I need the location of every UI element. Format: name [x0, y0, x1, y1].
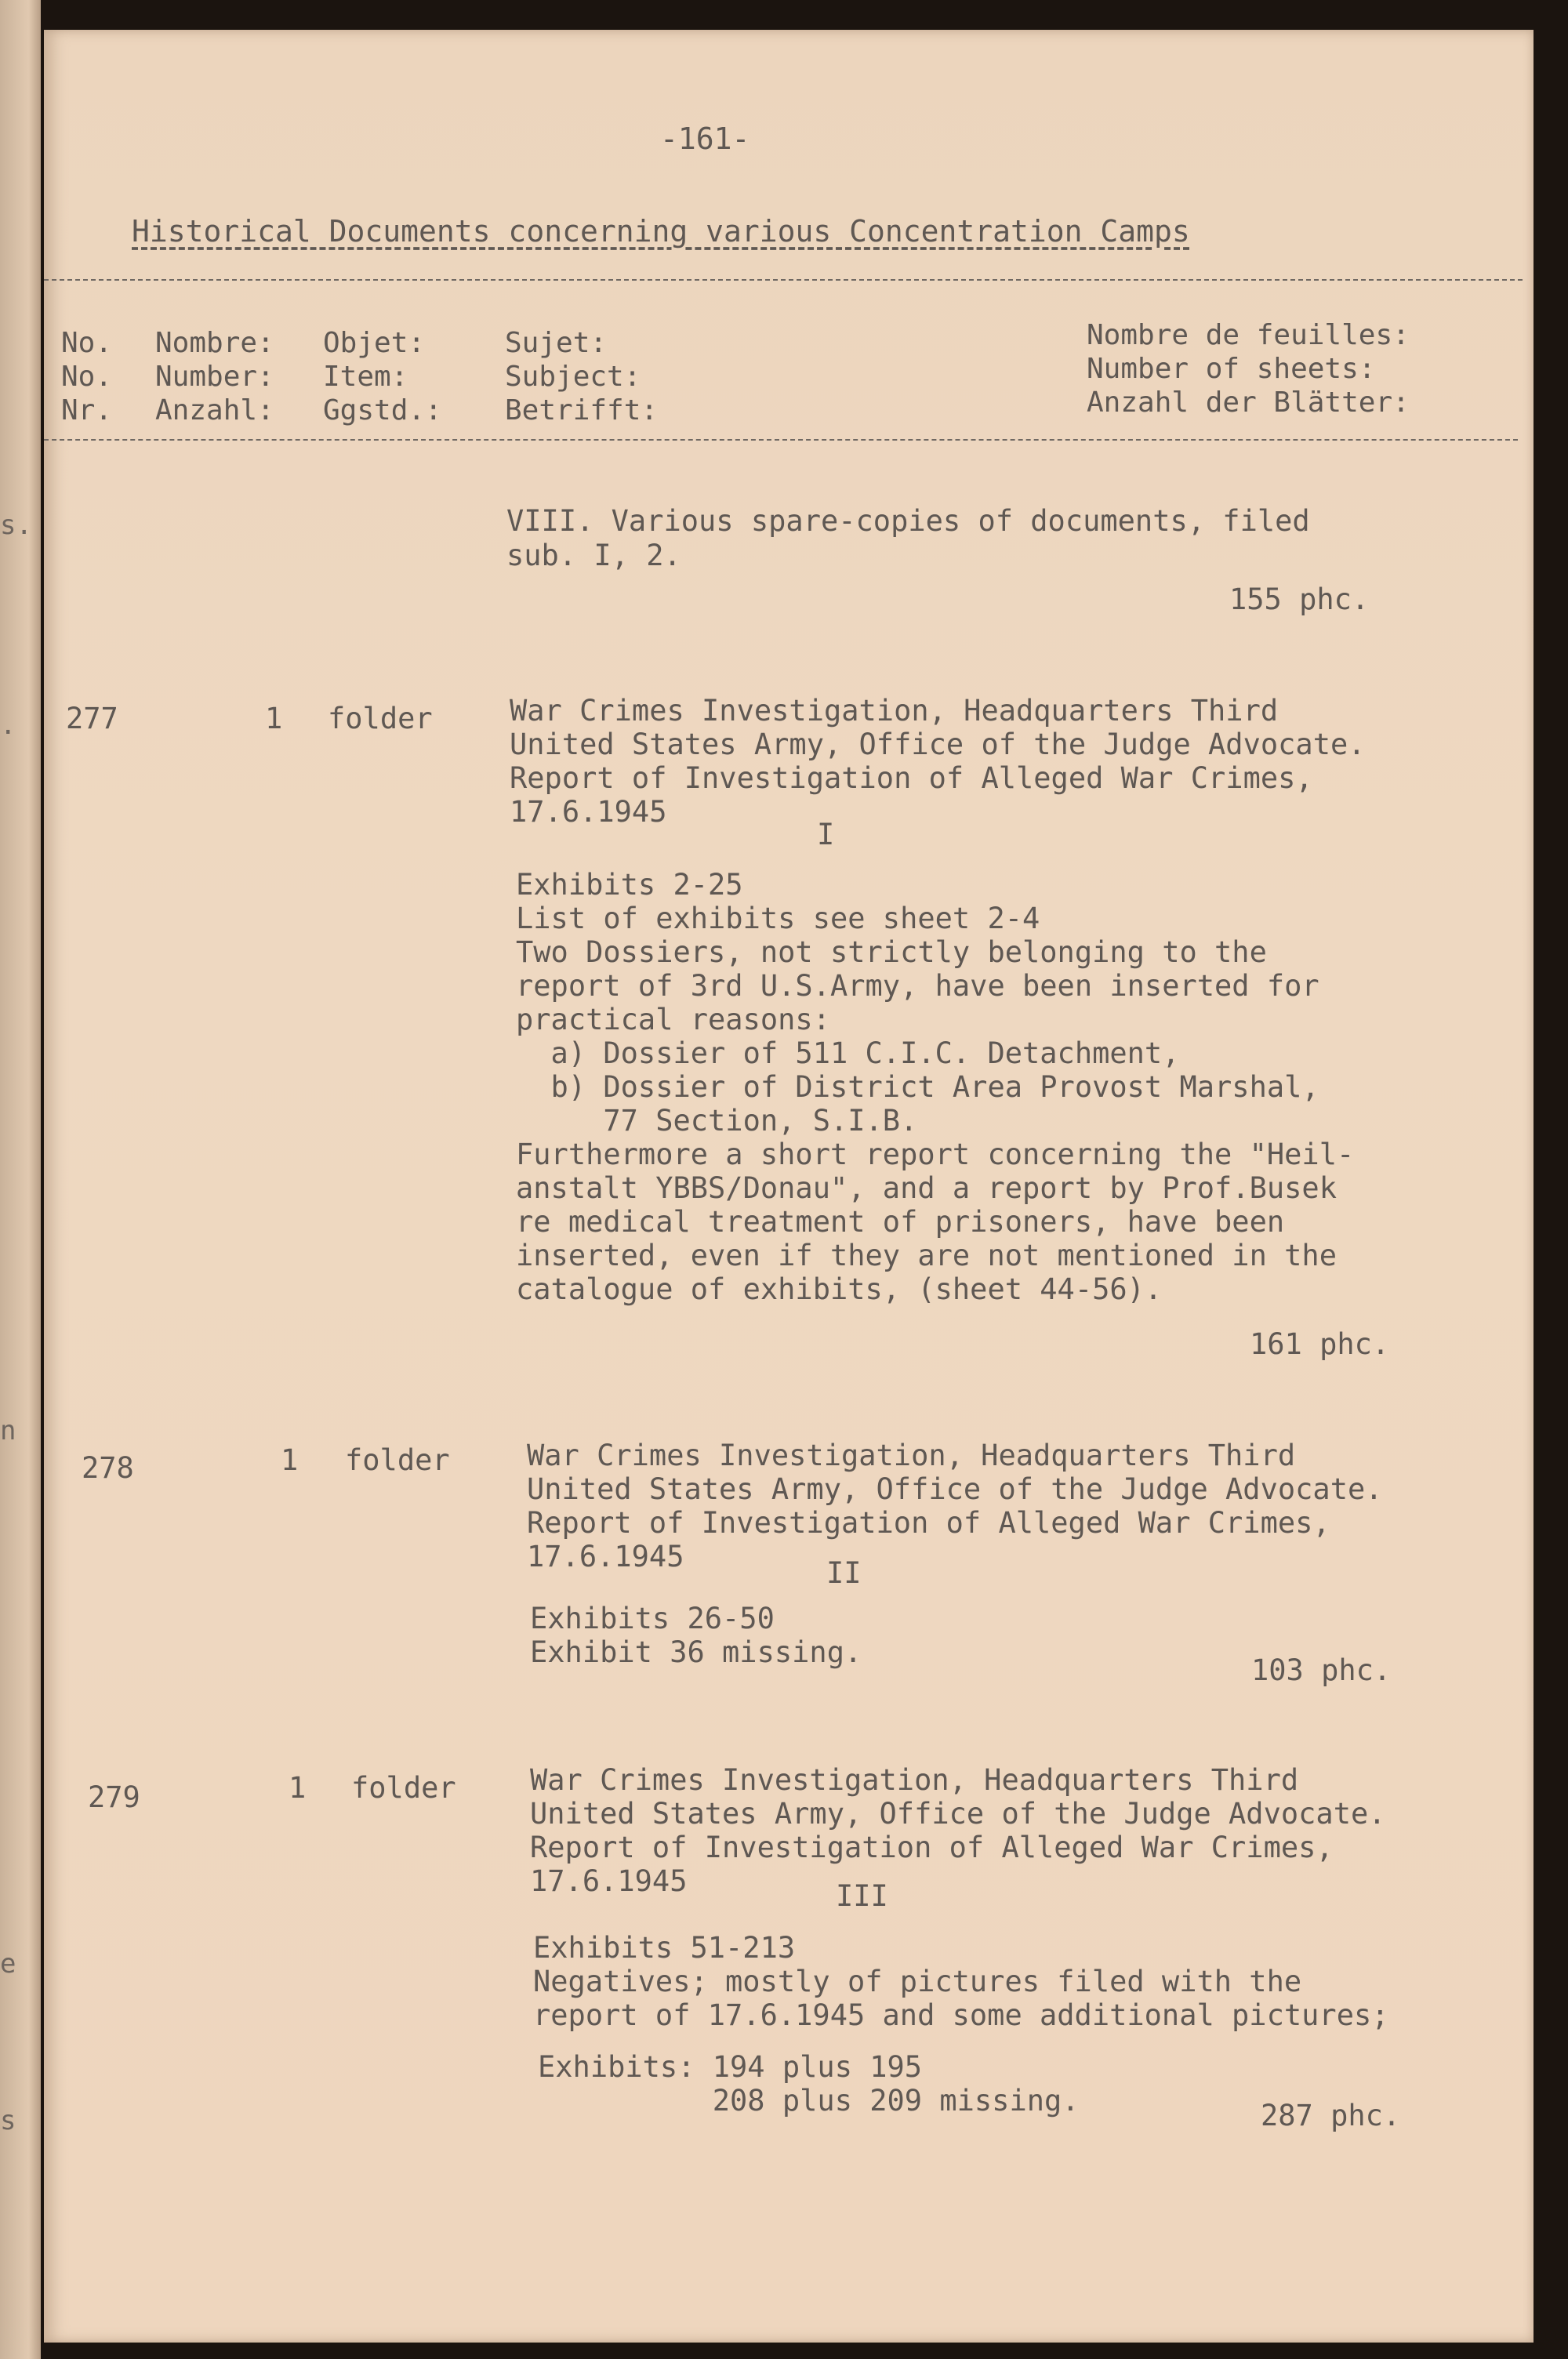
entry-count: 1 — [281, 1443, 299, 1477]
header-item: Ggstd.: — [323, 394, 442, 426]
entry-detail: Two Dossiers, not strictly belonging to the — [516, 935, 1267, 969]
entry-line: Report of Investigation of Alleged War Crimes, — [527, 1506, 1330, 1540]
header-bottom-rule — [44, 439, 1518, 441]
document-page — [44, 30, 1534, 2343]
header-subject: Subject: — [505, 361, 641, 393]
entry-detail: catalogue of exhibits, (sheet 44-56). — [516, 1272, 1163, 1306]
header-no: No. — [61, 361, 113, 393]
entry-detail: Negatives; mostly of pictures filed with the — [533, 1965, 1302, 1998]
entry-sheet-count: 161 phc. — [1250, 1327, 1390, 1361]
header-subject: Sujet: — [505, 327, 608, 359]
entry-detail: 77 Section, S.I.B. — [516, 1104, 918, 1138]
entry-item: folder — [328, 702, 433, 735]
entry-line: War Crimes Investigation, Headquarters Third — [527, 1439, 1296, 1472]
header-item: Objet: — [323, 327, 426, 359]
entry-sheet-count: 155 phc. — [1229, 582, 1370, 616]
entry-detail: Exhibits 26-50 — [530, 1602, 775, 1635]
entry-detail: b) Dossier of District Area Provost Marshal, — [516, 1070, 1319, 1104]
entry-line: Report of Investigation of Alleged War Crimes, — [510, 761, 1313, 795]
entry-sheet-count: 103 phc. — [1251, 1653, 1392, 1687]
header-number: Anzahl: — [155, 394, 274, 426]
entry-volume: III — [836, 1879, 888, 1913]
previous-page-edge — [0, 0, 41, 2359]
entry-line: United States Army, Office of the Judge Advocate. — [510, 728, 1366, 761]
entry-count: 1 — [289, 1771, 307, 1805]
header-number: Number: — [155, 361, 274, 393]
entry-detail: Exhibit 36 missing. — [530, 1635, 862, 1669]
header-number: Nombre: — [155, 327, 274, 359]
header-top-rule — [44, 279, 1523, 281]
margin-fragment: s. — [0, 510, 32, 541]
header-sheets: Nombre de feuilles: — [1087, 319, 1410, 351]
entry-count: 1 — [265, 702, 283, 735]
entry-detail: Furthermore a short report concerning the "Heil- — [516, 1138, 1355, 1171]
entry-detail: Exhibits 51-213 — [533, 1931, 796, 1965]
entry-line: 17.6.1945 — [530, 1864, 688, 1898]
header-sheets: Number of sheets: — [1087, 353, 1376, 385]
entry-detail: a) Dossier of 511 C.I.C. Detachment, — [516, 1036, 1180, 1070]
entry-line: War Crimes Investigation, Headquarters Third — [530, 1763, 1299, 1797]
entry-item: folder — [345, 1443, 450, 1477]
entry-sheet-count: 287 phc. — [1261, 2099, 1401, 2132]
margin-fragment: n — [0, 1415, 16, 1446]
header-no: No. — [61, 327, 113, 359]
entry-line: United States Army, Office of the Judge Advocate. — [530, 1797, 1386, 1831]
entry-detail: anstalt YBBS/Donau", and a report by Prof.Busek — [516, 1171, 1337, 1205]
entry-number: 278 — [82, 1451, 134, 1485]
margin-fragment: s — [0, 2105, 16, 2136]
entry-line: 17.6.1945 — [527, 1540, 684, 1573]
header-item: Item: — [323, 361, 408, 393]
margin-fragment: e — [0, 1948, 16, 1980]
entry-number: 279 — [88, 1780, 140, 1814]
entry-detail: practical reasons: — [516, 1003, 830, 1036]
entry-detail: inserted, even if they are not mentioned in the — [516, 1239, 1337, 1272]
entry-detail: report of 3rd U.S.Army, have been inserted for — [516, 969, 1319, 1003]
entry-line: Report of Investigation of Alleged War Crimes, — [530, 1831, 1334, 1864]
entry-line: United States Army, Office of the Judge Advocate. — [527, 1472, 1383, 1506]
document-title: Historical Documents concerning various Concentration Camps — [132, 214, 1190, 249]
entry-missing: Exhibits: 194 plus 195 — [538, 2050, 923, 2084]
entry-volume: II — [826, 1556, 862, 1590]
entry-detail: Exhibits 2-25 — [516, 868, 743, 902]
entry-detail: re medical treatment of prisoners, have been — [516, 1205, 1285, 1239]
entry-detail: report of 17.6.1945 and some additional pictures; — [533, 1998, 1389, 2032]
entry-line: VIII. Various spare-copies of documents, filed — [506, 504, 1310, 538]
header-subject: Betrifft: — [505, 394, 659, 426]
entry-item: folder — [351, 1771, 456, 1805]
entry-line: War Crimes Investigation, Headquarters Third — [510, 694, 1279, 728]
entry-volume: I — [817, 818, 835, 851]
page-number: -161- — [660, 122, 750, 156]
entry-detail: List of exhibits see sheet 2-4 — [516, 902, 1040, 935]
header-no: Nr. — [61, 394, 113, 426]
entry-line: sub. I, 2. — [506, 539, 681, 572]
header-sheets: Anzahl der Blätter: — [1087, 387, 1410, 419]
entry-missing: 208 plus 209 missing. — [538, 2084, 1080, 2118]
margin-fragment: . — [0, 710, 16, 741]
entry-number: 277 — [66, 702, 118, 735]
entry-line: 17.6.1945 — [510, 795, 667, 829]
